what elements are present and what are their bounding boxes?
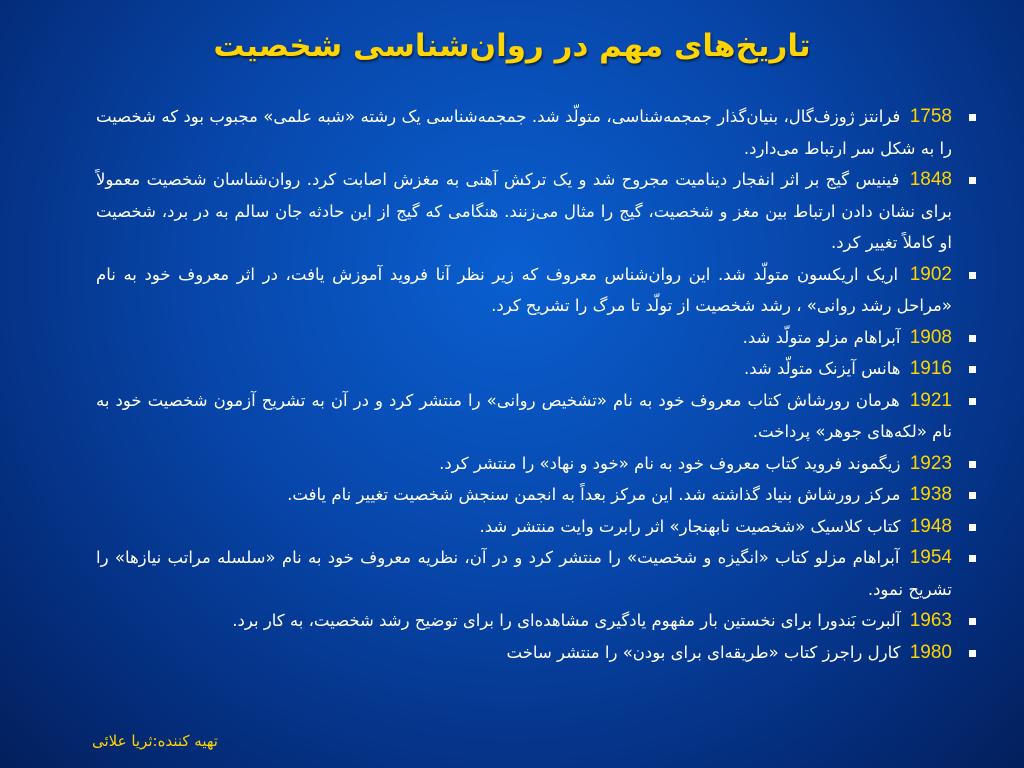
list-item [96,542,976,605]
item-year: 1921 [909,389,953,411]
item-text: فینیس گیج بر اثر انفجار دینامیت مجروح شد و یک ترکش آهنی به مغزش اصابت کرد. روان‌شناسان شخصیت معمولاً برای نشان دادن ارتباط بین مغز و شخصیت، گیج را مثال می‌زنند. هنگامی که گیج از این حادثه جان سالم به در برد، شخصیت او کاملاً تغییر کرد. [96,170,952,252]
bullet-square-icon [969,398,976,405]
bullet-square-icon [969,114,976,121]
list-item [96,511,976,543]
list-item [96,605,976,637]
item-year: 1758 [909,106,952,127]
bullet-square-icon [969,461,976,468]
item-text: آلبرت بَندورا برای نخستین بار مفهوم یادگیری مشاهده‌ای را برای توضیح رشد شخصیت، به کار برد. [232,611,901,630]
item-text: کتاب کلاسیک «شخصیت نابهنجار» اثر رابرت وایت منتشر شد. [479,516,901,536]
bullet-square-icon [969,177,976,184]
bullet-square-icon [969,366,976,373]
bullet-square-icon [969,650,976,657]
item-year: 1902 [909,263,952,285]
item-year: 1923 [909,452,952,474]
item-text: زیگموند فروید کتاب معروف خود به نام «خود و نهاد» را منتشر کرد. [439,453,901,473]
item-text: هانس آیزنک متولّد شد. [743,359,901,378]
slide-title: تاریخ‌های مهم در روان‌شناسی شخصیت [213,28,811,64]
item-text: آبراهام مزلو کتاب «انگیزه و شخصیت» را منتشر کرد و در آن، نظریه معروف خود به نام «سلسله مراتب نیازها» را تشریح نمود. [96,548,952,599]
list-item [96,479,976,511]
item-year: 1954 [909,547,953,568]
bullet-square-icon [969,335,976,342]
item-year: 1980 [909,641,952,663]
item-text: فرانتز ژوزف‌گال، بنیان‌گذار جمجمه‌شناسی، متولّد شد. جمجمه‌شناسی یک رشته «شبه علمی» مجبوب بود که شخصیت را به شکل سر ارتباط می‌دارد. [96,107,952,158]
list-item [96,164,976,259]
item-year: 1848 [909,169,952,190]
bullet-square-icon [969,555,976,562]
list-item [96,448,976,480]
list-item [96,259,976,322]
author-credit: تهیه کننده:ثریا علائی [92,732,218,750]
bullet-square-icon [969,524,976,531]
item-text: مرکز رورشاش بنیاد گذاشته شد. این مرکز بعداً به انجمن سنجش شخصیت تغییر نام یافت. [287,485,901,504]
bullet-square-icon [969,492,976,499]
bullet-square-icon [969,618,976,625]
item-text: آبراهام مزلو متولّد شد. [742,327,901,347]
timeline-list [96,101,976,668]
list-item [96,637,976,669]
item-year: 1948 [909,515,952,537]
item-text: اریک اریکسون متولّد شد. این روان‌شناس معروف که زیر نظر آنا فروید آموزش یافت، در اثر معروف خود به نام «مراحل رشد روانی» ، رشد شخصیت از تولّد تا مرگ را تشریح کرد. [96,264,952,315]
item-year: 1916 [909,358,952,379]
item-year: 1963 [909,610,952,631]
item-year: 1908 [909,326,952,348]
bullet-square-icon [969,272,976,279]
list-item [96,353,976,385]
list-item [96,101,976,164]
item-text: هرمان رورشاش کتاب معروف خود به نام «تشخیص روانی» را منتشر کرد و در آن به تشریح آزمون شخصیت خود به نام «لکه‌های جوهر» پرداخت. [96,390,952,441]
item-text: کارل راجرز کتاب «طریقه‌ای برای بودن» را منتشر ساخت [506,642,901,662]
list-item [96,385,976,448]
list-item [96,322,976,354]
item-year: 1938 [909,484,952,505]
